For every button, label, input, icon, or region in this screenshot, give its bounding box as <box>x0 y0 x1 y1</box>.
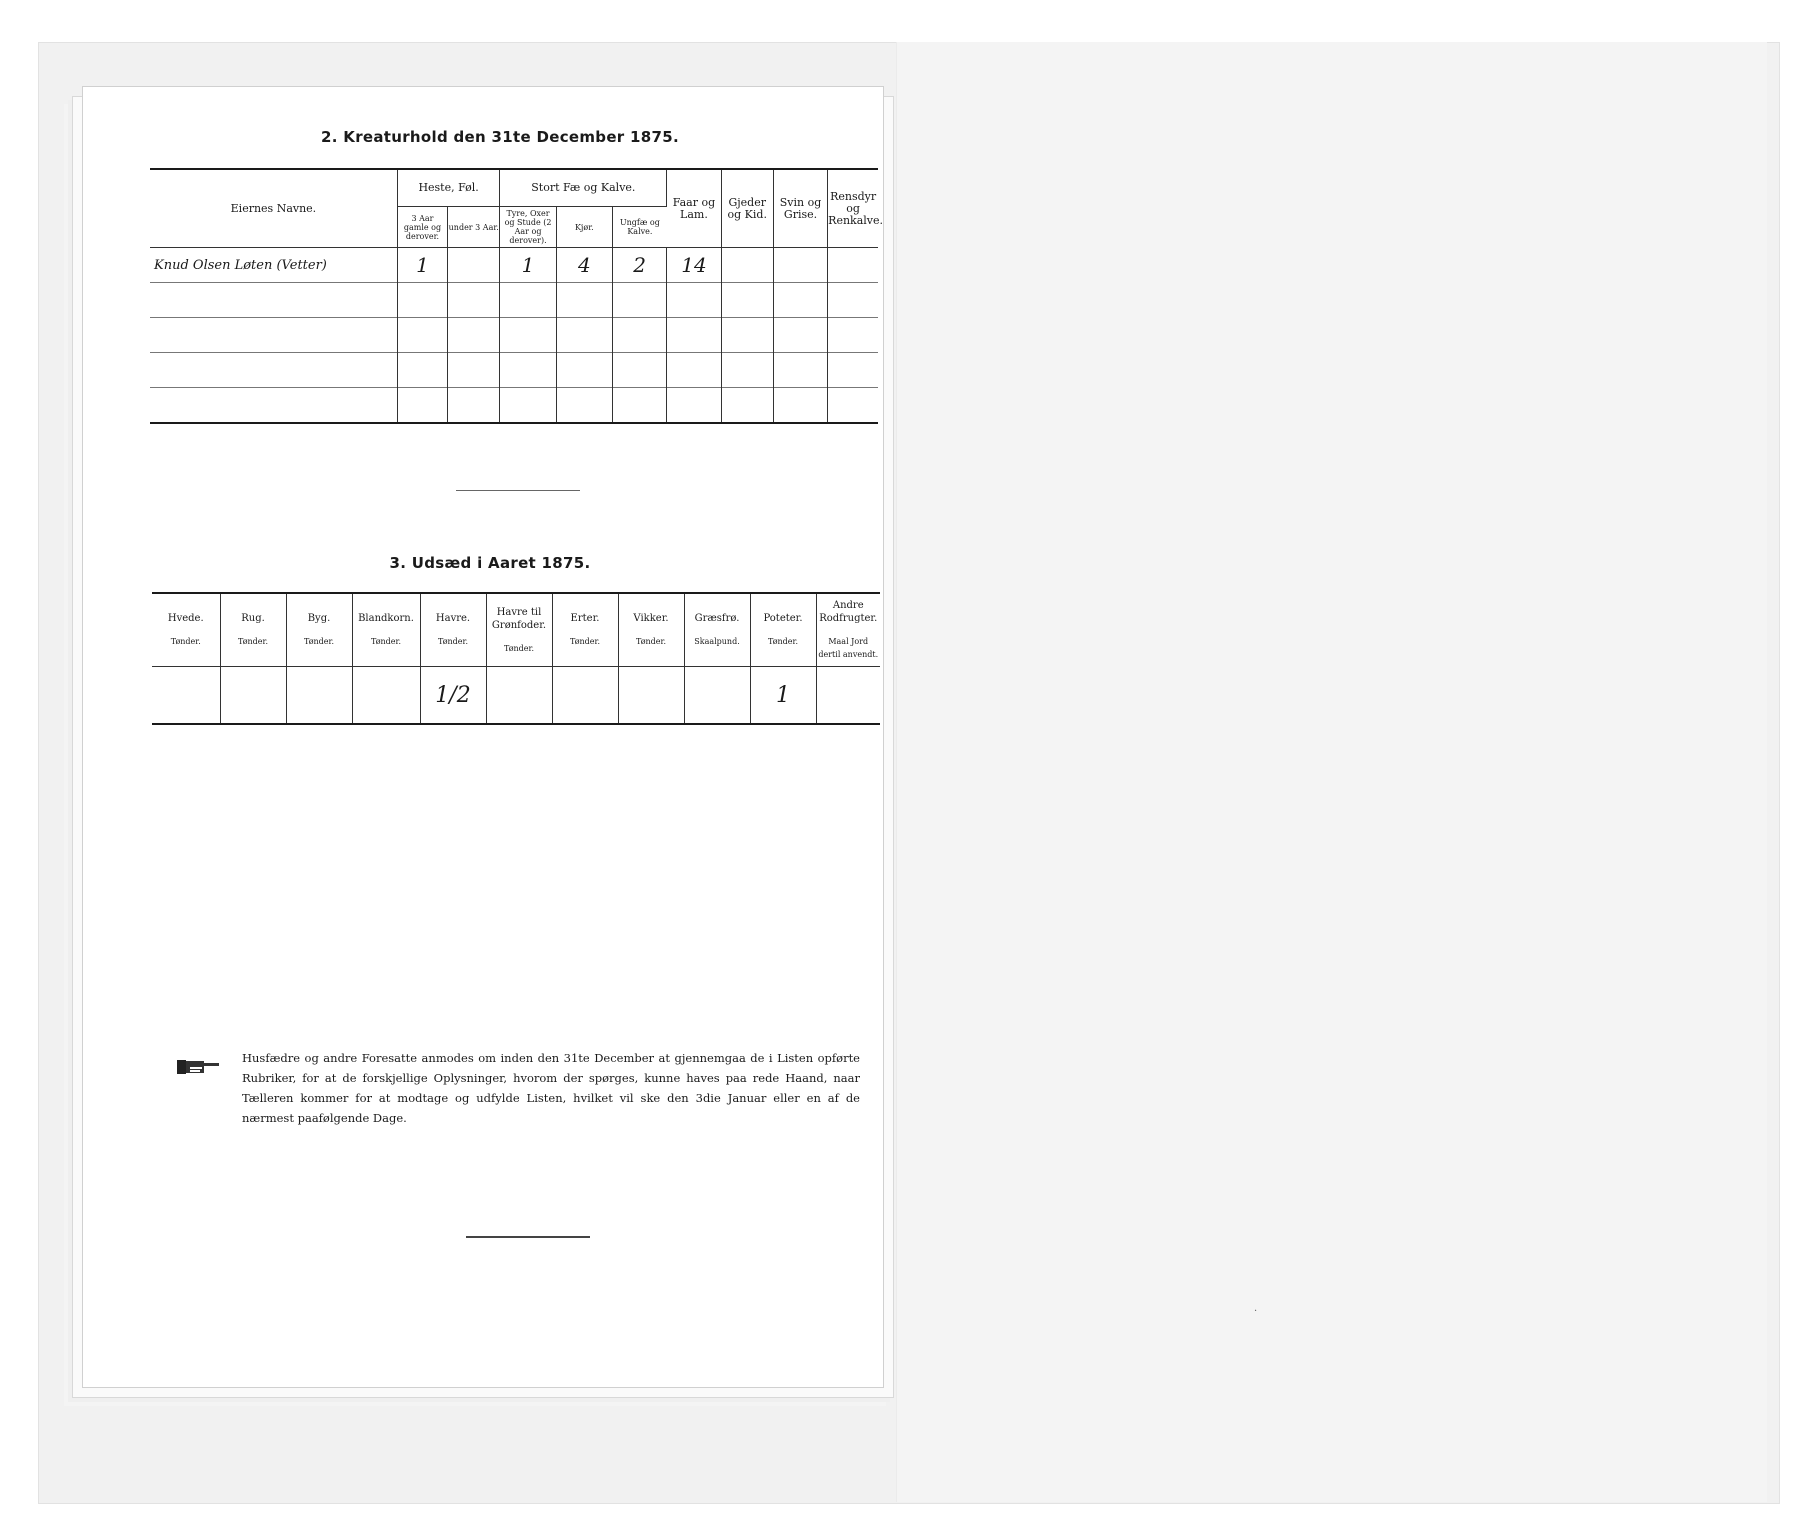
table-row <box>150 248 878 283</box>
section2-title: 2. Kreaturhold den 31te December 1875. <box>321 128 679 146</box>
seed-value-5 <box>486 667 552 725</box>
table-row <box>150 318 878 353</box>
header-cattle: Stort Fæ og Kalve. <box>500 169 667 207</box>
header-owner: Eiernes Navne. <box>150 169 397 248</box>
seed-value-4: 1/2 <box>420 667 486 725</box>
owner-name-cell: Knud Olsen Løten (Vetter) <box>150 248 397 283</box>
table-row <box>150 353 878 388</box>
horses-young-cell <box>448 248 500 283</box>
table-row <box>150 283 878 318</box>
header-horses: Heste, Føl. <box>397 169 500 207</box>
horses-old-cell: 1 <box>397 248 447 283</box>
section-divider <box>456 490 580 491</box>
sheep-cell: 14 <box>667 248 721 283</box>
pigs-cell <box>773 248 827 283</box>
seed-value-6 <box>552 667 618 725</box>
table-row <box>152 667 880 725</box>
seed-col-10: Andre Rodfrugter. Maal Jord dertil anvendt. <box>818 600 879 659</box>
goats-cell <box>721 248 773 283</box>
seed-value-10 <box>816 667 880 725</box>
header-reindeer: Rensdyr og Renkalve. <box>828 189 884 227</box>
header-goats: Gjeder og Kid. <box>721 169 773 248</box>
seed-col-5: Havre til Grønfoder. Tønder. <box>486 593 552 667</box>
seed-col-0: Hvede. Tønder. <box>152 593 220 667</box>
seed-value-2 <box>286 667 352 725</box>
seed-table <box>152 592 880 725</box>
seed-col-9: Poteter. Tønder. <box>750 593 816 667</box>
header-cattle-bulls: Tyre, Oxer og Stude (2 Aar og derover). <box>500 207 556 248</box>
scan-speck: · <box>1254 1306 1258 1317</box>
header-horses-old: 3 Aar gamle og derover. <box>397 207 447 248</box>
cattle-young-cell: 2 <box>612 248 666 283</box>
seed-col-3: Blandkorn. Tønder. <box>352 593 420 667</box>
seed-value-7 <box>618 667 684 725</box>
cattle-cows-cell: 4 <box>556 248 612 283</box>
seed-value-3 <box>352 667 420 725</box>
section3-title: 3. Udsæd i Aaret 1875. <box>389 554 591 572</box>
header-horses-young: under 3 Aar. <box>448 207 500 248</box>
header-cattle-young: Ungfæ og Kalve. <box>612 207 666 248</box>
pointing-hand-icon <box>176 1056 220 1078</box>
seed-col-7: Vikker. Tønder. <box>618 593 684 667</box>
seed-value-9: 1 <box>750 667 816 725</box>
seed-col-8: Græsfrø. Skaalpund. <box>684 593 750 667</box>
reindeer-cell <box>828 248 878 283</box>
seed-col-1: Rug. Tønder. <box>220 593 286 667</box>
closing-rule <box>466 1236 590 1238</box>
seed-col-6: Erter. Tønder. <box>552 593 618 667</box>
seed-value-1 <box>220 667 286 725</box>
header-cattle-cows: Kjør. <box>556 207 612 248</box>
livestock-table <box>150 168 884 424</box>
seed-value-8 <box>684 667 750 725</box>
notice-text: Husfædre og andre Foresatte anmodes om inden den 31te December at gjennemgaa de i Listen opførte Rubriker, for at de forskjellige Oplysninger, hvorom der spørges, kunne haves paa rede Haand, naar Tælleren kommer for at modtage og udfylde Listen, hvilket vil ske den 3die Januar eller en af de nærmest paafølgende Dage. <box>242 1051 860 1125</box>
header-pigs: Svin og Grise. <box>773 169 827 248</box>
seed-value-0 <box>152 667 220 725</box>
table-row <box>150 388 878 424</box>
seed-col-2: Byg. Tønder. <box>286 593 352 667</box>
cattle-bulls-cell: 1 <box>500 248 556 283</box>
header-sheep: Faar og Lam. <box>667 169 721 248</box>
seed-col-4: Havre. Tønder. <box>420 593 486 667</box>
blank-facing-page <box>896 42 1767 1502</box>
